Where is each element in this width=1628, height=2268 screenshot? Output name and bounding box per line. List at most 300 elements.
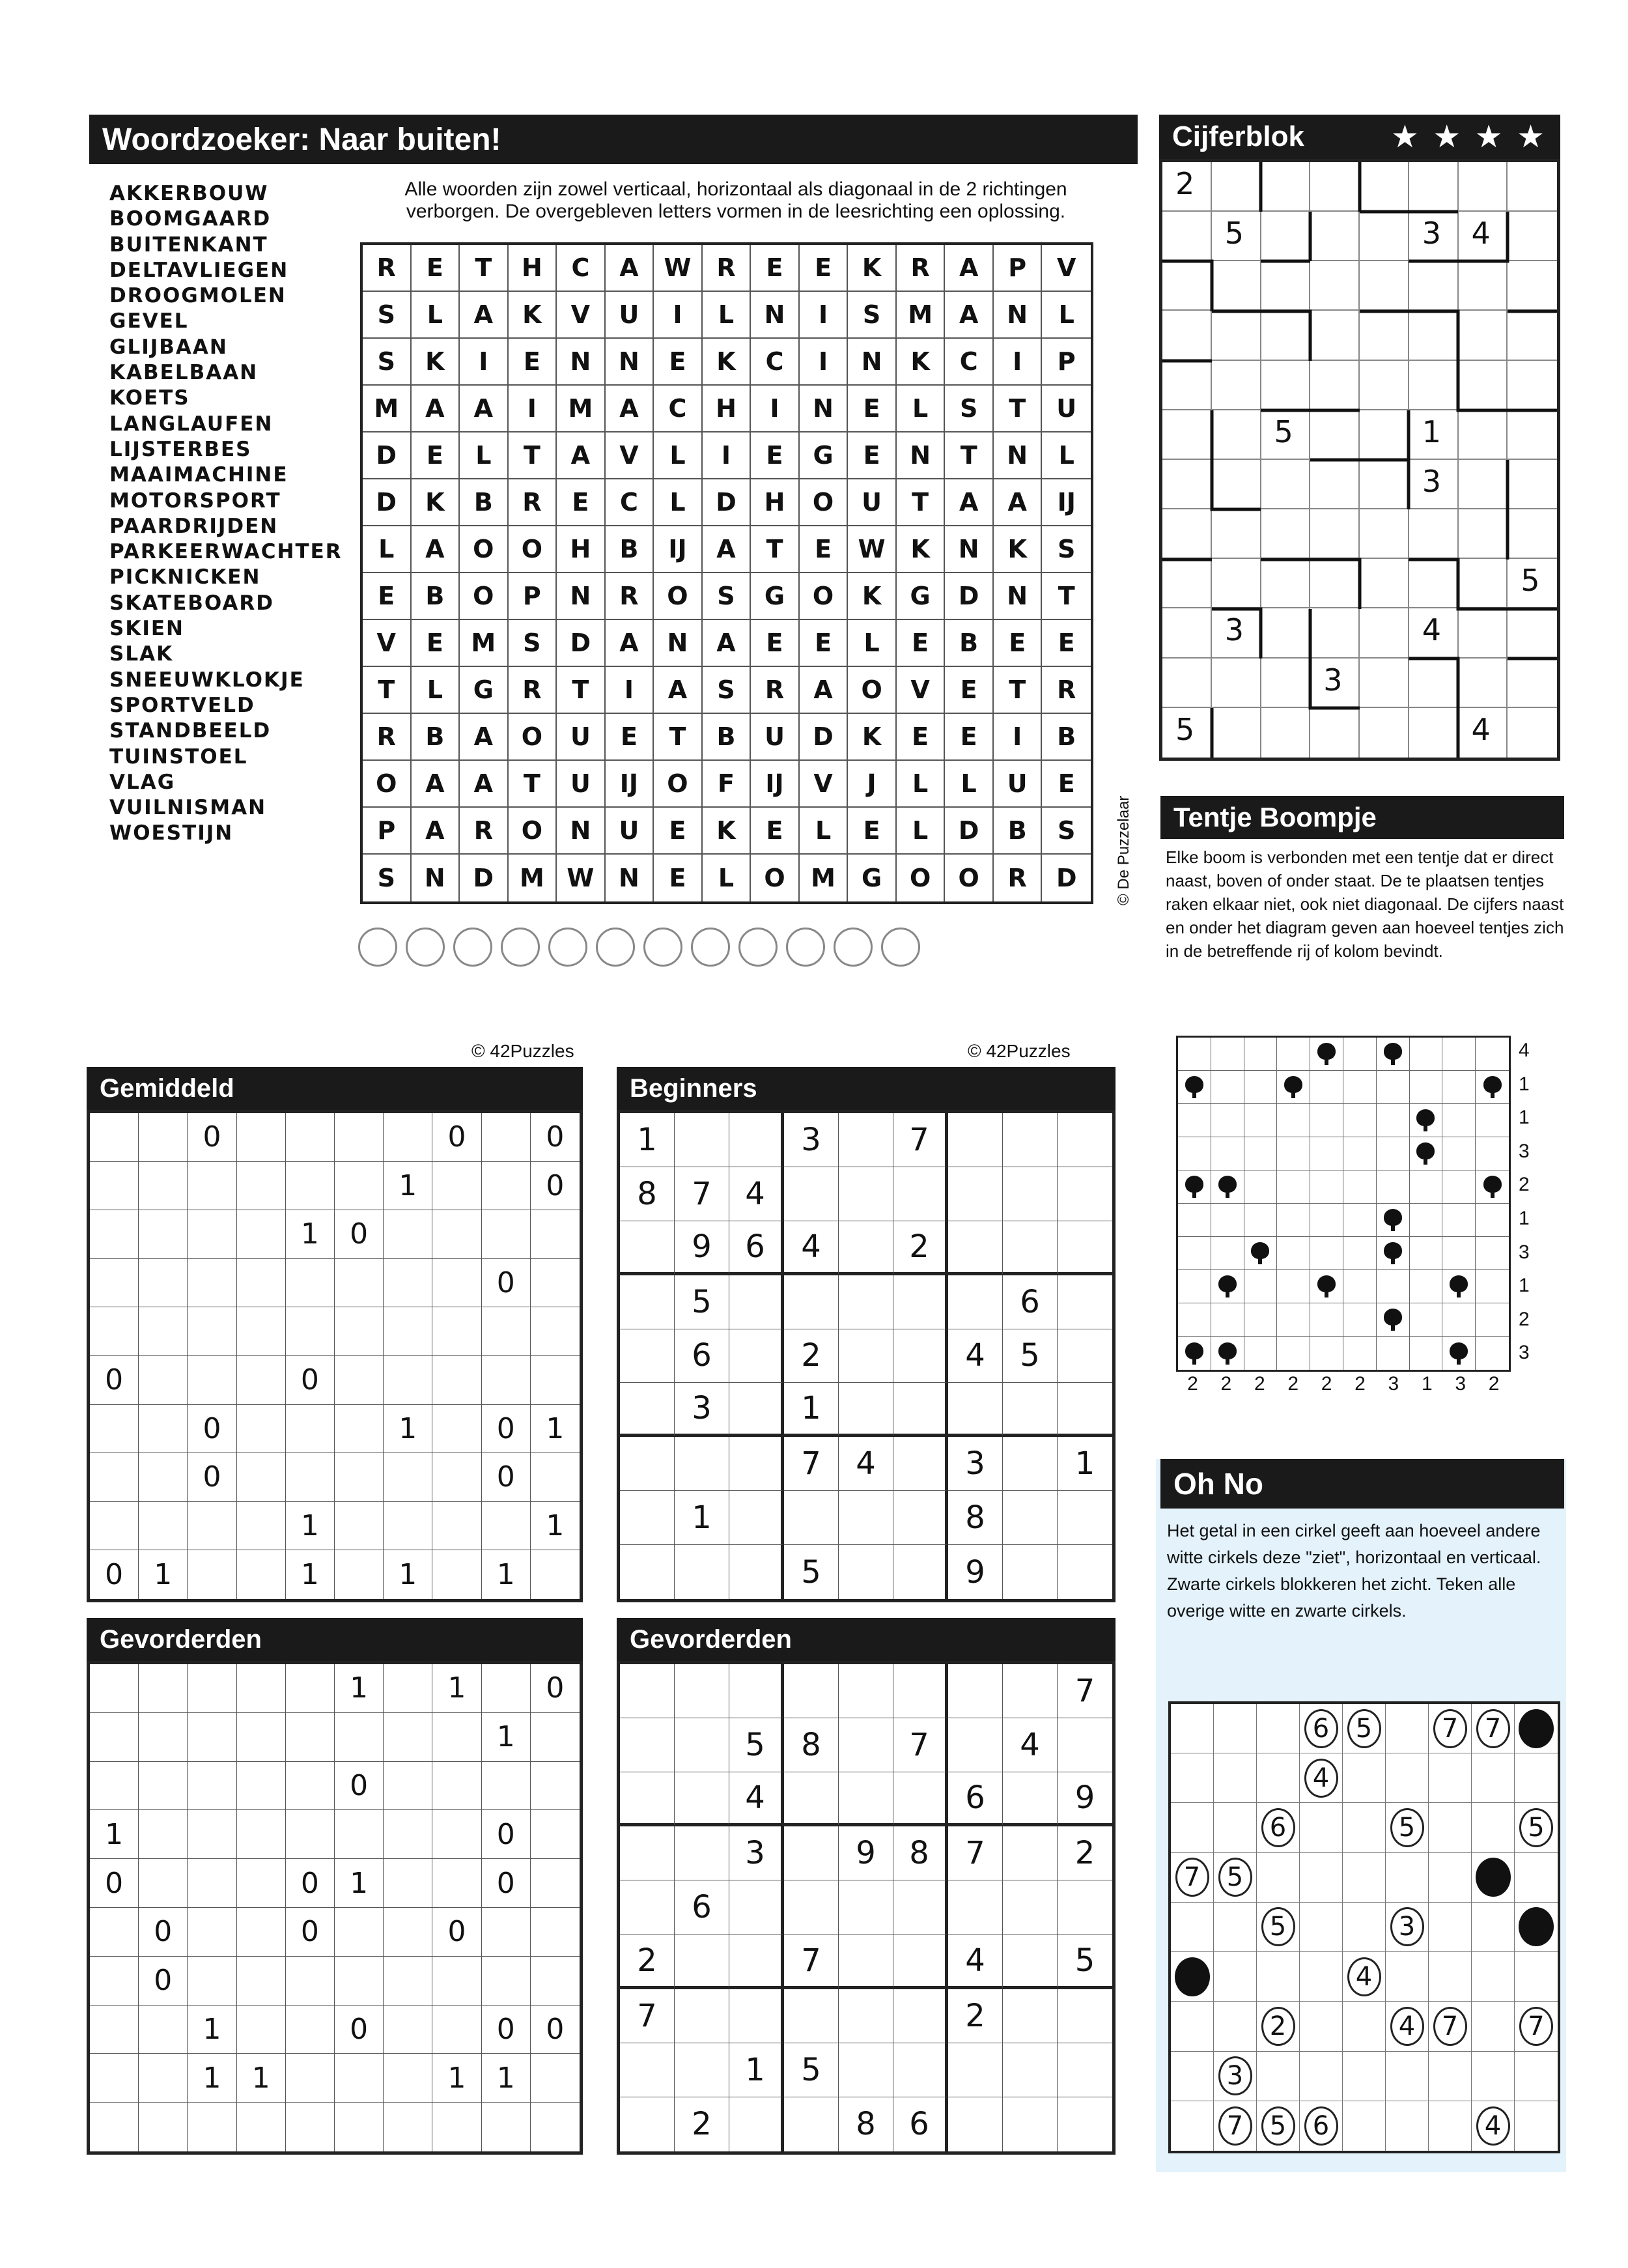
ohno-cell[interactable] bbox=[1515, 2052, 1558, 2101]
word-search-cell[interactable]: A bbox=[412, 808, 460, 855]
binary2-cell[interactable] bbox=[286, 1713, 335, 1762]
binary1-cell[interactable] bbox=[237, 1502, 286, 1551]
binary1-cell[interactable] bbox=[384, 1453, 432, 1502]
cijferblok-cell[interactable]: 5 bbox=[1162, 708, 1212, 758]
tentje-cell[interactable] bbox=[1476, 1204, 1509, 1237]
word-search-cell[interactable]: L bbox=[460, 432, 509, 479]
tentje-cell[interactable] bbox=[1310, 1270, 1343, 1303]
binary2-cell[interactable] bbox=[188, 1810, 236, 1859]
tentje-cell[interactable] bbox=[1310, 1137, 1343, 1170]
binary1-cell[interactable] bbox=[237, 1307, 286, 1356]
binary1-cell[interactable]: 0 bbox=[482, 1405, 531, 1454]
ohno-cell[interactable] bbox=[1472, 1952, 1515, 2002]
word-search-cell[interactable]: M bbox=[460, 620, 509, 667]
binary2-cell[interactable] bbox=[432, 1957, 481, 2006]
word-search-cell[interactable]: U bbox=[848, 479, 897, 526]
tentje-cell[interactable] bbox=[1277, 1204, 1310, 1237]
tentje-cell[interactable] bbox=[1178, 1038, 1211, 1071]
solution-letter-circle[interactable] bbox=[501, 928, 540, 967]
ohno-cell[interactable] bbox=[1386, 1704, 1429, 1753]
sudoku2-cell[interactable]: 6 bbox=[893, 2097, 948, 2151]
sudoku1-cell[interactable] bbox=[893, 1383, 948, 1437]
word-search-cell[interactable]: G bbox=[751, 573, 800, 620]
binary2-cell[interactable] bbox=[482, 2103, 531, 2151]
binary1-cell[interactable]: 0 bbox=[188, 1453, 236, 1502]
binary1-cell[interactable] bbox=[531, 1550, 580, 1599]
word-search-cell[interactable]: T bbox=[994, 667, 1043, 714]
sudoku1-cell[interactable]: 5 bbox=[784, 1545, 839, 1599]
word-search-cell[interactable]: D bbox=[800, 714, 849, 761]
sudoku2-cell[interactable]: 6 bbox=[948, 1772, 1003, 1826]
word-search-cell[interactable]: P bbox=[509, 573, 557, 620]
sudoku2-cell[interactable] bbox=[784, 1826, 839, 1880]
binary1-cell[interactable] bbox=[432, 1210, 481, 1259]
sudoku2-cell[interactable] bbox=[1058, 1718, 1112, 1772]
binary1-cell[interactable] bbox=[139, 1210, 188, 1259]
tentje-cell[interactable] bbox=[1310, 1303, 1343, 1337]
ohno-cell[interactable] bbox=[1343, 1853, 1386, 1903]
ohno-cell[interactable] bbox=[1214, 1803, 1257, 1852]
sudoku1-cell[interactable] bbox=[1003, 1545, 1058, 1599]
word-search-cell[interactable]: M bbox=[800, 855, 849, 901]
binary1-cell[interactable] bbox=[384, 1259, 432, 1308]
ohno-cell[interactable] bbox=[1171, 1903, 1214, 1952]
word-search-cell[interactable]: O bbox=[509, 526, 557, 573]
ohno-cell[interactable] bbox=[1171, 2101, 1214, 2151]
ohno-cell[interactable] bbox=[1386, 1952, 1429, 2002]
word-search-cell[interactable]: L bbox=[703, 855, 751, 901]
sudoku2-cell[interactable]: 1 bbox=[729, 2043, 784, 2097]
tentje-cell[interactable] bbox=[1211, 1270, 1244, 1303]
binary1-cell[interactable] bbox=[188, 1502, 236, 1551]
binary2-cell[interactable]: 0 bbox=[335, 2006, 384, 2054]
word-search-cell[interactable]: A bbox=[606, 245, 654, 292]
word-search-cell[interactable]: E bbox=[945, 714, 994, 761]
binary1-cell[interactable]: 0 bbox=[482, 1259, 531, 1308]
word-search-cell[interactable]: N bbox=[994, 432, 1043, 479]
word-search-cell[interactable]: R bbox=[460, 808, 509, 855]
word-search-cell[interactable]: L bbox=[1042, 432, 1091, 479]
tentje-cell[interactable] bbox=[1343, 1104, 1377, 1137]
binary2-cell[interactable] bbox=[188, 1713, 236, 1762]
word-search-cell[interactable]: E bbox=[1042, 620, 1091, 667]
binary2-cell[interactable] bbox=[384, 2054, 432, 2103]
ohno-cell[interactable] bbox=[1214, 1853, 1257, 1903]
word-search-cell[interactable]: U bbox=[557, 761, 606, 808]
tentje-cell[interactable] bbox=[1277, 1337, 1310, 1370]
word-search-cell[interactable]: N bbox=[606, 855, 654, 901]
sudoku2-cell[interactable]: 7 bbox=[893, 1718, 948, 1772]
ohno-cell[interactable] bbox=[1214, 2052, 1257, 2101]
binary2-cell[interactable] bbox=[335, 1957, 384, 2006]
sudoku2-cell[interactable] bbox=[948, 2043, 1003, 2097]
sudoku2-cell[interactable] bbox=[620, 1772, 675, 1826]
word-search-cell[interactable]: H bbox=[557, 526, 606, 573]
ohno-cell[interactable] bbox=[1343, 2002, 1386, 2051]
binary1-cell[interactable] bbox=[139, 1162, 188, 1211]
word-search-cell[interactable]: V bbox=[557, 292, 606, 339]
word-search-cell[interactable]: D bbox=[945, 573, 994, 620]
ohno-cell[interactable] bbox=[1515, 1704, 1558, 1753]
ohno-cell[interactable] bbox=[1214, 1753, 1257, 1803]
sudoku2-cell[interactable] bbox=[784, 1989, 839, 2043]
binary1-cell[interactable] bbox=[384, 1356, 432, 1405]
ohno-cell[interactable] bbox=[1386, 1753, 1429, 1803]
binary1-cell[interactable] bbox=[237, 1356, 286, 1405]
ohno-cell[interactable] bbox=[1300, 2002, 1343, 2051]
word-search-cell[interactable]: I bbox=[509, 386, 557, 432]
sudoku1-cell[interactable]: 1 bbox=[1058, 1437, 1112, 1491]
binary2-cell[interactable] bbox=[531, 1762, 580, 1811]
word-search-cell[interactable]: E bbox=[412, 245, 460, 292]
word-search-cell[interactable]: B bbox=[606, 526, 654, 573]
word-search-cell[interactable]: A bbox=[945, 245, 994, 292]
word-search-cell[interactable]: N bbox=[994, 292, 1043, 339]
tentje-cell[interactable] bbox=[1178, 1337, 1211, 1370]
word-search-cell[interactable]: M bbox=[557, 386, 606, 432]
sudoku2-cell[interactable] bbox=[1003, 1880, 1058, 1935]
sudoku2-cell[interactable]: 4 bbox=[1003, 1718, 1058, 1772]
sudoku1-cell[interactable] bbox=[948, 1167, 1003, 1221]
tentje-cell[interactable] bbox=[1211, 1137, 1244, 1170]
ohno-cell[interactable] bbox=[1472, 1853, 1515, 1903]
word-search-cell[interactable]: O bbox=[509, 714, 557, 761]
sudoku1-cell[interactable] bbox=[839, 1113, 893, 1167]
binary1-cell[interactable]: 1 bbox=[531, 1502, 580, 1551]
solution-letter-circle[interactable] bbox=[643, 928, 682, 967]
cijferblok-cell[interactable]: 1 bbox=[1409, 410, 1459, 460]
sudoku1-cell[interactable] bbox=[1003, 1221, 1058, 1275]
sudoku2-cell[interactable] bbox=[729, 1989, 784, 2043]
binary2-cell[interactable] bbox=[139, 2103, 188, 2151]
binary2-cell[interactable] bbox=[286, 2103, 335, 2151]
word-search-cell[interactable]: L bbox=[363, 526, 412, 573]
binary2-cell[interactable]: 0 bbox=[531, 2006, 580, 2054]
sudoku2-cell[interactable]: 4 bbox=[948, 1935, 1003, 1989]
binary1-cell[interactable] bbox=[335, 1405, 384, 1454]
sudoku1-cell[interactable]: 3 bbox=[784, 1113, 839, 1167]
ohno-cell[interactable] bbox=[1343, 1803, 1386, 1852]
tentje-cell[interactable] bbox=[1410, 1303, 1443, 1337]
tentje-cell[interactable] bbox=[1377, 1337, 1410, 1370]
ohno-cell[interactable] bbox=[1429, 1704, 1472, 1753]
binary1-cell[interactable] bbox=[139, 1113, 188, 1162]
ohno-cell[interactable] bbox=[1429, 1903, 1472, 1952]
word-search-cell[interactable]: B bbox=[1042, 714, 1091, 761]
sudoku2-cell[interactable]: 3 bbox=[729, 1826, 784, 1880]
sudoku2-cell[interactable] bbox=[1058, 2097, 1112, 2151]
ohno-cell[interactable] bbox=[1300, 1704, 1343, 1753]
ohno-cell[interactable] bbox=[1429, 2002, 1472, 2051]
tentje-cell[interactable] bbox=[1410, 1137, 1443, 1170]
word-search-cell[interactable]: N bbox=[800, 386, 849, 432]
sudoku2-cell[interactable] bbox=[893, 2043, 948, 2097]
binary1-cell[interactable]: 0 bbox=[286, 1356, 335, 1405]
sudoku2-cell[interactable]: 7 bbox=[1058, 1664, 1112, 1718]
ohno-cell[interactable] bbox=[1343, 1952, 1386, 2002]
word-search-cell[interactable]: T bbox=[363, 667, 412, 714]
word-search-cell[interactable]: T bbox=[897, 479, 946, 526]
sudoku1-cell[interactable]: 2 bbox=[784, 1329, 839, 1383]
word-search-cell[interactable]: N bbox=[945, 526, 994, 573]
cijferblok-cell[interactable]: 4 bbox=[1459, 212, 1508, 261]
word-search-cell[interactable]: W bbox=[848, 526, 897, 573]
solution-letter-circle[interactable] bbox=[548, 928, 587, 967]
sudoku2-cell[interactable] bbox=[1058, 1880, 1112, 1935]
word-search-cell[interactable]: L bbox=[654, 479, 703, 526]
binary1-cell[interactable] bbox=[139, 1307, 188, 1356]
sudoku2-cell[interactable] bbox=[1058, 2043, 1112, 2097]
word-search-cell[interactable]: O bbox=[654, 573, 703, 620]
tentje-cell[interactable] bbox=[1178, 1137, 1211, 1170]
word-search-cell[interactable]: L bbox=[848, 620, 897, 667]
tentje-cell[interactable] bbox=[1277, 1137, 1310, 1170]
sudoku2-cell[interactable]: 7 bbox=[948, 1826, 1003, 1880]
word-search-cell[interactable]: R bbox=[751, 667, 800, 714]
sudoku1-cell[interactable]: 1 bbox=[784, 1383, 839, 1437]
sudoku2-cell[interactable] bbox=[893, 1772, 948, 1826]
ohno-cell[interactable] bbox=[1257, 2052, 1300, 2101]
word-search-cell[interactable]: R bbox=[1042, 667, 1091, 714]
word-search-cell[interactable]: E bbox=[606, 714, 654, 761]
tentje-cell[interactable] bbox=[1442, 1170, 1476, 1204]
binary2-cell[interactable] bbox=[139, 1664, 188, 1713]
binary1-cell[interactable] bbox=[335, 1453, 384, 1502]
ohno-cell[interactable] bbox=[1429, 1803, 1472, 1852]
sudoku1-cell[interactable]: 2 bbox=[893, 1221, 948, 1275]
word-search-cell[interactable]: S bbox=[1042, 808, 1091, 855]
sudoku1-cell[interactable]: 8 bbox=[620, 1167, 675, 1221]
sudoku2-cell[interactable]: 2 bbox=[620, 1935, 675, 1989]
binary2-cell[interactable] bbox=[384, 2006, 432, 2054]
sudoku2-cell[interactable] bbox=[1003, 1664, 1058, 1718]
tentje-cell[interactable] bbox=[1410, 1237, 1443, 1270]
binary2-cell[interactable] bbox=[237, 1810, 286, 1859]
sudoku2-cell[interactable] bbox=[675, 1826, 729, 1880]
binary2-cell[interactable] bbox=[237, 1664, 286, 1713]
sudoku1-cell[interactable] bbox=[1003, 1491, 1058, 1545]
ohno-cell[interactable] bbox=[1171, 2052, 1214, 2101]
binary2-cell[interactable]: 1 bbox=[188, 2054, 236, 2103]
binary1-cell[interactable] bbox=[531, 1356, 580, 1405]
binary2-cell[interactable]: 1 bbox=[335, 1664, 384, 1713]
sudoku2-cell[interactable] bbox=[729, 1664, 784, 1718]
binary2-cell[interactable] bbox=[384, 1859, 432, 1908]
sudoku2-cell[interactable] bbox=[784, 1880, 839, 1935]
word-search-cell[interactable]: U bbox=[994, 761, 1043, 808]
cijferblok-cell[interactable]: 4 bbox=[1459, 708, 1508, 758]
ohno-cell[interactable] bbox=[1472, 2052, 1515, 2101]
tentje-cell[interactable] bbox=[1410, 1270, 1443, 1303]
word-search-cell[interactable]: S bbox=[509, 620, 557, 667]
binary2-cell[interactable] bbox=[139, 2006, 188, 2054]
binary1-cell[interactable] bbox=[335, 1550, 384, 1599]
binary1-cell[interactable]: 1 bbox=[531, 1405, 580, 1454]
binary1-cell[interactable]: 1 bbox=[384, 1550, 432, 1599]
tentje-cell[interactable] bbox=[1310, 1337, 1343, 1370]
tentje-cell[interactable] bbox=[1277, 1071, 1310, 1104]
word-search-cell[interactable]: S bbox=[363, 855, 412, 901]
ohno-cell[interactable] bbox=[1429, 2101, 1472, 2151]
word-search-cell[interactable]: A bbox=[945, 479, 994, 526]
word-search-cell[interactable]: A bbox=[703, 526, 751, 573]
word-search-cell[interactable]: T bbox=[460, 245, 509, 292]
sudoku2-cell[interactable] bbox=[1003, 1935, 1058, 1989]
sudoku2-cell[interactable] bbox=[893, 1989, 948, 2043]
tentje-cell[interactable] bbox=[1244, 1071, 1278, 1104]
sudoku2-cell[interactable] bbox=[784, 1772, 839, 1826]
word-search-cell[interactable]: C bbox=[606, 479, 654, 526]
sudoku1-cell[interactable] bbox=[620, 1329, 675, 1383]
word-search-cell[interactable]: I bbox=[994, 714, 1043, 761]
word-search-cell[interactable]: A bbox=[800, 667, 849, 714]
sudoku1-cell[interactable] bbox=[1003, 1167, 1058, 1221]
word-search-cell[interactable]: D bbox=[363, 479, 412, 526]
ohno-cell[interactable] bbox=[1257, 1952, 1300, 2002]
sudoku2-cell[interactable] bbox=[729, 2097, 784, 2151]
binary1-cell[interactable] bbox=[139, 1356, 188, 1405]
tentje-cell[interactable] bbox=[1476, 1170, 1509, 1204]
ohno-cell[interactable] bbox=[1171, 1952, 1214, 2002]
word-search-cell[interactable]: F bbox=[703, 761, 751, 808]
binary1-cell[interactable] bbox=[188, 1307, 236, 1356]
binary1-cell[interactable] bbox=[90, 1405, 139, 1454]
sudoku1-cell[interactable] bbox=[948, 1275, 1003, 1329]
tentje-cell[interactable] bbox=[1476, 1303, 1509, 1337]
sudoku1-cell[interactable]: 7 bbox=[893, 1113, 948, 1167]
binary1-cell[interactable] bbox=[531, 1307, 580, 1356]
word-search-cell[interactable]: O bbox=[363, 761, 412, 808]
word-search-cell[interactable]: N bbox=[994, 573, 1043, 620]
ohno-cell[interactable] bbox=[1515, 1803, 1558, 1852]
cijferblok-cell[interactable]: 3 bbox=[1310, 659, 1360, 708]
solution-letter-circle[interactable] bbox=[406, 928, 445, 967]
word-search-cell[interactable]: V bbox=[606, 432, 654, 479]
binary2-cell[interactable] bbox=[90, 1762, 139, 1811]
binary2-cell[interactable]: 1 bbox=[432, 2054, 481, 2103]
word-search-cell[interactable]: T bbox=[945, 432, 994, 479]
binary1-cell[interactable] bbox=[482, 1502, 531, 1551]
word-search-cell[interactable]: E bbox=[897, 620, 946, 667]
sudoku1-cell[interactable] bbox=[1058, 1221, 1112, 1275]
binary1-cell[interactable] bbox=[90, 1162, 139, 1211]
binary2-cell[interactable] bbox=[286, 1762, 335, 1811]
word-search-cell[interactable]: R bbox=[703, 245, 751, 292]
word-search-cell[interactable]: I bbox=[751, 386, 800, 432]
word-search-cell[interactable]: E bbox=[848, 808, 897, 855]
binary2-cell[interactable] bbox=[286, 1664, 335, 1713]
sudoku2-cell[interactable] bbox=[839, 1664, 893, 1718]
sudoku1-cell[interactable]: 5 bbox=[1003, 1329, 1058, 1383]
ohno-cell[interactable] bbox=[1472, 1753, 1515, 1803]
word-search-cell[interactable]: N bbox=[751, 292, 800, 339]
tentje-cell[interactable] bbox=[1476, 1104, 1509, 1137]
word-search-cell[interactable]: A bbox=[557, 432, 606, 479]
word-search-cell[interactable]: T bbox=[557, 667, 606, 714]
word-search-cell[interactable]: K bbox=[897, 339, 946, 386]
word-search-cell[interactable]: D bbox=[1056, 864, 1077, 892]
binary1-cell[interactable]: 0 bbox=[432, 1113, 481, 1162]
binary1-cell[interactable] bbox=[335, 1259, 384, 1308]
word-search-cell[interactable]: O bbox=[509, 808, 557, 855]
word-search-cell[interactable]: E bbox=[800, 526, 849, 573]
ohno-cell[interactable] bbox=[1214, 1903, 1257, 1952]
sudoku2-cell[interactable] bbox=[839, 1772, 893, 1826]
sudoku1-cell[interactable] bbox=[839, 1545, 893, 1599]
sudoku2-cell[interactable] bbox=[839, 1989, 893, 2043]
tentje-cell[interactable] bbox=[1178, 1303, 1211, 1337]
binary2-cell[interactable] bbox=[188, 1664, 236, 1713]
binary1-cell[interactable]: 1 bbox=[384, 1405, 432, 1454]
tentje-cell[interactable] bbox=[1442, 1071, 1476, 1104]
word-search-cell[interactable]: O bbox=[848, 667, 897, 714]
binary1-cell[interactable] bbox=[335, 1162, 384, 1211]
sudoku1-cell[interactable] bbox=[620, 1491, 675, 1545]
tentje-cell[interactable] bbox=[1178, 1104, 1211, 1137]
ohno-cell[interactable] bbox=[1343, 1753, 1386, 1803]
sudoku1-cell[interactable] bbox=[729, 1383, 784, 1437]
tentje-cell[interactable] bbox=[1410, 1104, 1443, 1137]
word-search-cell[interactable]: P bbox=[363, 808, 412, 855]
solution-letter-circle[interactable] bbox=[738, 928, 778, 967]
word-search-cell[interactable]: R bbox=[509, 479, 557, 526]
binary2-cell[interactable] bbox=[90, 2103, 139, 2151]
binary2-cell[interactable] bbox=[286, 1810, 335, 1859]
ohno-cell[interactable] bbox=[1472, 1903, 1515, 1952]
tentje-cell[interactable] bbox=[1442, 1038, 1476, 1071]
ohno-cell[interactable] bbox=[1429, 2052, 1472, 2101]
binary2-cell[interactable]: 0 bbox=[482, 1859, 531, 1908]
ohno-cell[interactable] bbox=[1257, 1903, 1300, 1952]
cijferblok-cell[interactable]: 5 bbox=[1508, 559, 1557, 608]
binary2-cell[interactable]: 1 bbox=[90, 1810, 139, 1859]
word-search-cell[interactable]: T bbox=[654, 714, 703, 761]
word-search-cell[interactable]: S bbox=[1042, 526, 1091, 573]
binary2-cell[interactable] bbox=[432, 2103, 481, 2151]
binary1-cell[interactable] bbox=[139, 1405, 188, 1454]
word-search-cell[interactable]: M bbox=[509, 855, 557, 901]
binary1-cell[interactable] bbox=[90, 1307, 139, 1356]
ohno-cell[interactable] bbox=[1171, 1853, 1214, 1903]
word-search-cell[interactable]: A bbox=[945, 292, 994, 339]
word-search-cell[interactable]: A bbox=[654, 667, 703, 714]
binary1-cell[interactable] bbox=[286, 1162, 335, 1211]
tentje-cell[interactable] bbox=[1310, 1038, 1343, 1071]
word-search-cell[interactable]: H bbox=[703, 386, 751, 432]
binary1-cell[interactable]: 0 bbox=[335, 1210, 384, 1259]
word-search-cell[interactable]: V bbox=[897, 667, 946, 714]
binary2-cell[interactable] bbox=[531, 1957, 580, 2006]
binary2-cell[interactable] bbox=[384, 1908, 432, 1957]
ohno-cell[interactable] bbox=[1300, 2101, 1343, 2151]
binary2-cell[interactable] bbox=[188, 1762, 236, 1811]
sudoku2-cell[interactable]: 9 bbox=[1058, 1772, 1112, 1826]
sudoku1-cell[interactable] bbox=[675, 1545, 729, 1599]
binary2-cell[interactable] bbox=[139, 1762, 188, 1811]
word-search-cell[interactable]: I bbox=[654, 292, 703, 339]
word-search-cell[interactable]: E bbox=[994, 620, 1043, 667]
sudoku1-cell[interactable] bbox=[839, 1383, 893, 1437]
sudoku2-cell[interactable]: 6 bbox=[675, 1880, 729, 1935]
binary2-cell[interactable] bbox=[139, 1713, 188, 1762]
sudoku2-cell[interactable]: 7 bbox=[784, 1935, 839, 1989]
sudoku1-cell[interactable] bbox=[1058, 1329, 1112, 1383]
word-search-cell[interactable]: M bbox=[897, 292, 946, 339]
binary1-cell[interactable] bbox=[384, 1307, 432, 1356]
word-search-cell[interactable]: IJ bbox=[1042, 479, 1091, 526]
sudoku1-cell[interactable] bbox=[893, 1329, 948, 1383]
tentje-cell[interactable] bbox=[1343, 1337, 1377, 1370]
